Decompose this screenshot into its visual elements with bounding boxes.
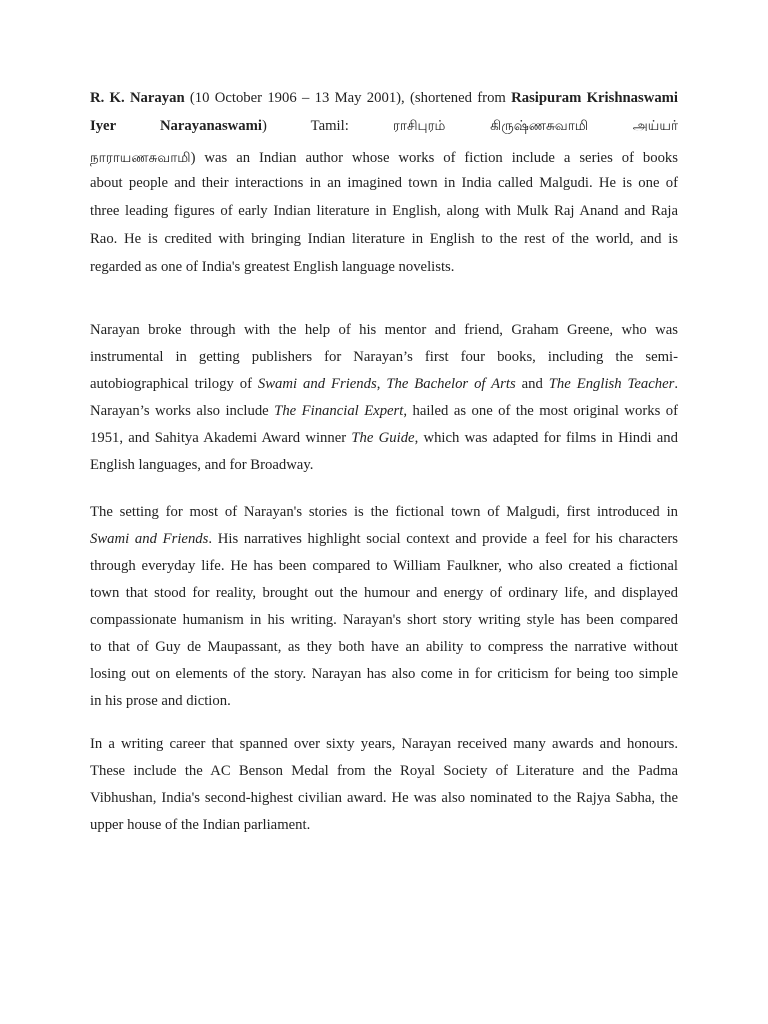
- text-run: losing out on elements of the story. Narayan has also come in for criticism for being too simple: [90, 666, 678, 682]
- text-run: and: [515, 376, 549, 392]
- text-run: , hailed as one of the most original works of: [403, 403, 678, 419]
- text-run: instrumental in getting publishers for Narayan’s first four books, including the semi-: [90, 349, 678, 365]
- text-run: English languages, and for Broadway.: [90, 457, 314, 473]
- text-run: three leading figures of early Indian literature in English, along with Mulk Raj Anand and Raja: [90, 203, 678, 219]
- text-line: [90, 502, 678, 522]
- text-run: town that stood for reality, brought out the humour and energy of ordinary life, and displayed: [90, 585, 678, 601]
- italic-title: Swami and Friends: [257, 376, 377, 392]
- text-run: through everyday life. He has been compared to William Faulkner, who also created a fictional: [90, 558, 678, 574]
- text-run: Rao. He is credited with bringing Indian literature in English to the rest of the world, and is: [90, 231, 678, 247]
- italic-title: The Bachelor of Arts: [386, 376, 516, 392]
- tamil-text: நாராயணசுவாமி: [90, 150, 191, 166]
- text-run: about people and their interactions in an imagined town in India called Malgudi. He is one of: [90, 175, 678, 191]
- text-run: The setting for most of Narayan's stories is the fictional town of Malgudi, first introduced in: [90, 504, 678, 520]
- text-run: compassionate humanism in his writing. Narayan's short story writing style has been compared: [90, 612, 678, 628]
- italic-title: The English Teacher: [548, 376, 675, 392]
- text-line: [90, 556, 678, 576]
- text-line: [90, 637, 678, 657]
- text-line: [90, 173, 678, 193]
- text-run: Narayan’s works also include: [90, 403, 275, 419]
- text-line: [90, 455, 678, 475]
- text-line: [90, 201, 678, 221]
- text-line: [90, 229, 678, 249]
- text-line: [90, 610, 678, 630]
- text-line: [90, 320, 678, 340]
- text-run: ) Tamil:: [261, 118, 393, 134]
- text-line: [90, 815, 678, 835]
- text-line: [90, 761, 678, 781]
- text-line: [90, 428, 678, 448]
- italic-title: The Financial Expert: [274, 403, 404, 419]
- text-run: Narayan broke through with the help of his mentor and friend, Graham Greene, who was: [90, 322, 678, 338]
- tamil-text: ராசிபுரம் கிருஷ்ணசுவாமி அய்யர்: [392, 118, 678, 134]
- text-run: .: [674, 376, 678, 392]
- text-line: [90, 257, 678, 277]
- text-line: [90, 116, 678, 136]
- text-run: regarded as one of India's greatest English language novelists.: [90, 259, 455, 275]
- text-run: 1951, and Sahitya Akademi Award winner: [90, 430, 352, 446]
- text-run: Vibhushan, India's second-highest civilian award. He was also nominated to the Rajya Sabha, the: [90, 790, 678, 806]
- text-run: These include the AC Benson Medal from the Royal Society of Literature and the Padma: [90, 763, 678, 779]
- text-run: autobiographical trilogy of: [90, 376, 258, 392]
- text-run: (10 October 1906 – 13 May 2001), (shortened from: [184, 90, 512, 106]
- text-line: [90, 401, 678, 421]
- text-line: [90, 529, 678, 549]
- text-line: [90, 583, 678, 603]
- text-line: [90, 88, 678, 108]
- italic-title: Swami and Friends: [90, 531, 209, 547]
- text-run: , which was adapted for films in Hindi and: [414, 430, 678, 446]
- text-run: . His narratives highlight social context and provide a feel for his characters: [208, 531, 678, 547]
- italic-title: The Guide: [351, 430, 415, 446]
- text-line: [90, 374, 678, 394]
- text-run: ) was an Indian author whose works of fiction include a series of books: [190, 150, 678, 166]
- text-line: [90, 734, 678, 754]
- text-line: [90, 347, 678, 367]
- text-run: to that of Guy de Maupassant, as they both have an ability to compress the narrative without: [90, 639, 678, 655]
- text-run: upper house of the Indian parliament.: [90, 817, 311, 833]
- bold-text: R. K. Narayan: [90, 90, 185, 106]
- text-run: In a writing career that spanned over sixty years, Narayan received many awards and honours.: [90, 736, 678, 752]
- bold-text: Iyer Narayanaswami: [90, 118, 262, 134]
- bold-text: Rasipuram Krishnaswami: [511, 90, 678, 106]
- text-line: [90, 148, 678, 168]
- text-line: [90, 664, 678, 684]
- text-line: [90, 788, 678, 808]
- text-run: ,: [376, 376, 387, 392]
- text-run: in his prose and diction.: [90, 693, 231, 709]
- text-line: [90, 691, 678, 711]
